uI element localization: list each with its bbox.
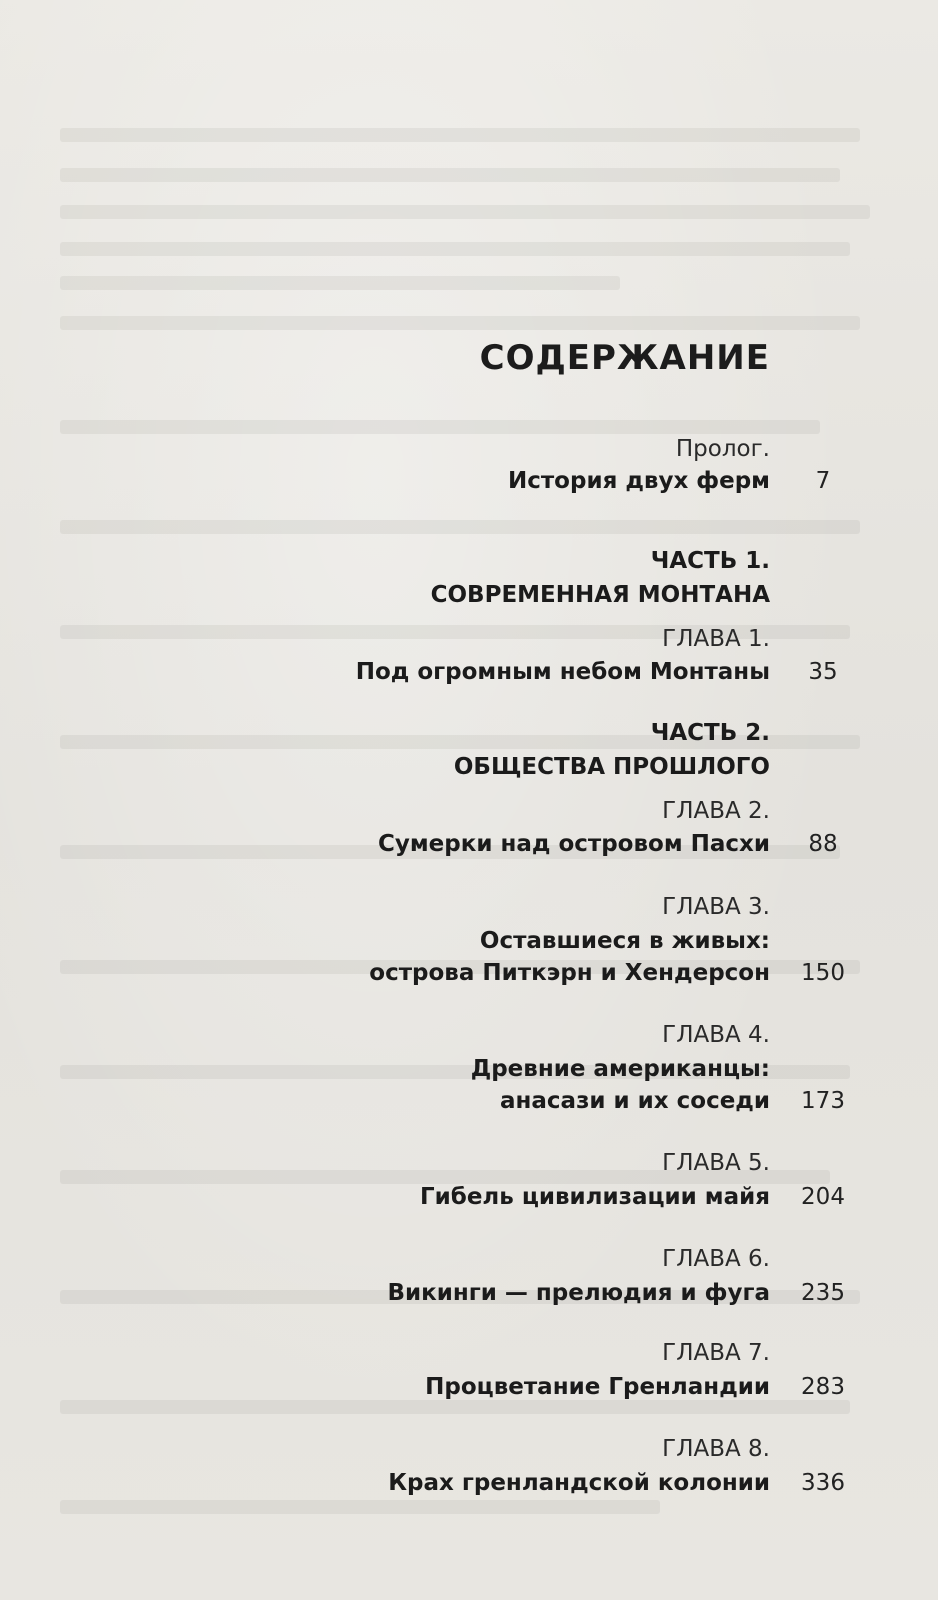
chapter-6-title: Викинги — прелюдия и фуга [387, 1280, 770, 1306]
bleed-through-line [60, 1400, 850, 1414]
chapter-2-label: ГЛАВА 2. [662, 798, 770, 824]
bleed-through-line [60, 205, 870, 219]
part-1-label: ЧАСТЬ 1. [650, 548, 770, 574]
chapter-5-label: ГЛАВА 5. [662, 1150, 770, 1176]
bleed-through-line [60, 276, 620, 290]
part-2-label: ЧАСТЬ 2. [650, 720, 770, 746]
chapter-1-label: ГЛАВА 1. [662, 626, 770, 652]
chapter-3-title-line2: острова Питкэрн и Хендерсон [369, 960, 770, 986]
chapter-6-label: ГЛАВА 6. [662, 1246, 770, 1272]
chapter-7-title: Процветание Гренландии [425, 1374, 770, 1400]
bleed-through-line [60, 168, 840, 182]
chapter-4-title-line1: Древние американцы: [470, 1056, 770, 1082]
chapter-6-page: 235 [801, 1280, 845, 1306]
prologue-page: 7 [815, 468, 831, 494]
page-title: СОДЕРЖАНИЕ [479, 338, 770, 378]
chapter-2-title: Сумерки над островом Пасхи [377, 831, 770, 857]
bleed-through-line [60, 316, 860, 330]
chapter-5-title: Гибель цивилизации майя [420, 1184, 770, 1210]
chapter-1-title: Под огромным небом Монтаны [355, 659, 770, 685]
part-2-title: ОБЩЕСТВА ПРОШЛОГО [453, 754, 770, 780]
chapter-3-title-line1: Оставшиеся в живых: [479, 928, 770, 954]
chapter-2-page: 88 [808, 831, 838, 857]
chapter-8-label: ГЛАВА 8. [662, 1436, 770, 1462]
chapter-4-label: ГЛАВА 4. [662, 1022, 770, 1048]
bleed-through-line [60, 242, 850, 256]
prologue-label: Пролог. [675, 436, 770, 462]
chapter-4-title-line2: анасази и их соседи [499, 1088, 770, 1114]
chapter-4-page: 173 [801, 1088, 845, 1114]
bleed-through-line [60, 520, 860, 534]
part-1-title: СОВРЕМЕННАЯ МОНТАНА [430, 582, 770, 608]
chapter-7-label: ГЛАВА 7. [662, 1340, 770, 1366]
bleed-through-line [60, 1500, 660, 1514]
bleed-through-line [60, 128, 860, 142]
prologue-title: История двух ферм [507, 468, 770, 494]
chapter-5-page: 204 [801, 1184, 845, 1210]
chapter-8-title: Крах гренландской колонии [388, 1470, 770, 1496]
bleed-through-line [60, 420, 820, 434]
chapter-8-page: 336 [801, 1470, 845, 1496]
chapter-1-page: 35 [808, 659, 838, 685]
chapter-3-label: ГЛАВА 3. [662, 894, 770, 920]
chapter-7-page: 283 [801, 1374, 845, 1400]
chapter-3-page: 150 [801, 960, 845, 986]
